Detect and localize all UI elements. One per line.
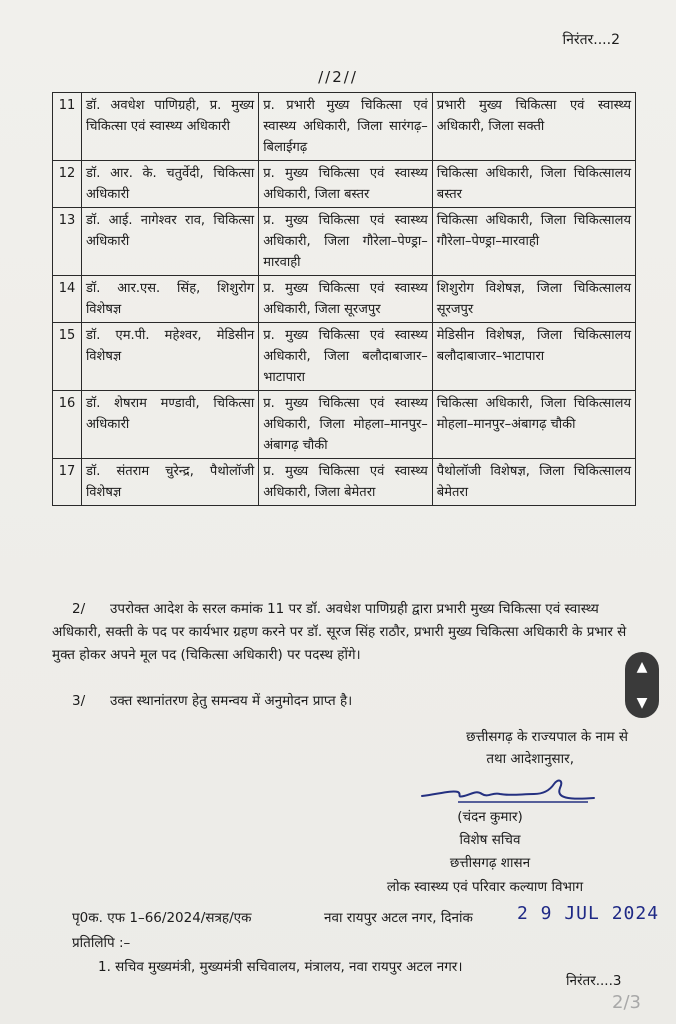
officer-government: छत्तीसगढ़ शासन — [449, 855, 531, 871]
new-post-cell: मेडिसीन विशेषज्ञ, जिला चिकित्सालय बलौदाबाजार–भाटापारा — [432, 323, 635, 391]
serial-number: 13 — [53, 208, 82, 276]
date-stamp: 2 9 JUL 2024 — [517, 903, 660, 924]
officer-name-cell: डॉ. संतराम चुरेन्द्र, पैथोलॉजी विशेषज्ञ — [81, 459, 258, 506]
new-post-cell: चिकित्सा अधिकारी, जिला चिकित्सालय गौरेला–पेण्ड्रा–मारवाही — [432, 208, 635, 276]
new-post-cell: शिशुरोग विशेषज्ञ, जिला चिकित्सालय सूरजपुर — [432, 276, 635, 323]
new-post-cell: प्रभारी मुख्य चिकित्सा एवं स्वास्थ्य अधिकारी, जिला सक्ती — [432, 93, 635, 161]
transfer-table — [52, 92, 636, 506]
paragraph-3 — [52, 690, 636, 713]
paragraph-number: 2/ — [72, 601, 86, 617]
new-post-cell: पैथोलॉजी विशेषज्ञ, जिला चिकित्सालय बेमेतरा — [432, 459, 635, 506]
current-post-cell: प्र. मुख्य चिकित्सा एवं स्वास्थ्य अधिकारी, जिला गौरेला–पेण्ड्रा–मारवाही — [259, 208, 433, 276]
reference-place-date-label: नवा रायपुर अटल नगर, दिनांक — [324, 910, 473, 926]
footer-continued-label: निरंतर....3 — [566, 973, 622, 989]
table-row — [53, 93, 636, 161]
copy-label: प्रतिलिपि :– — [72, 935, 131, 951]
officer-name-cell: डॉ. अवधेश पाणिग्रही, प्र. मुख्य चिकित्सा एवं स्वास्थ्य अधिकारी — [81, 93, 258, 161]
table-row — [53, 208, 636, 276]
table-row — [53, 391, 636, 459]
authority-line-2: तथा आदेशानुसार, — [486, 751, 574, 767]
chevron-up-icon[interactable]: ▲ — [636, 659, 648, 675]
officer-designation: विशेष सचिव — [459, 832, 521, 848]
new-post-cell: चिकित्सा अधिकारी, जिला चिकित्सालय बस्तर — [432, 161, 635, 208]
officer-name-cell: डॉ. आई. नागेश्वर राव, चिकित्सा अधिकारी — [81, 208, 258, 276]
handwritten-signature — [418, 772, 598, 808]
transfer-table-body — [53, 93, 636, 506]
current-post-cell: प्र. मुख्य चिकित्सा एवं स्वास्थ्य अधिकारी, जिला बेमेतरा — [259, 459, 433, 506]
serial-number: 14 — [53, 276, 82, 323]
officer-name-cell: डॉ. आर. के. चतुर्वेदी, चिकित्सा अधिकारी — [81, 161, 258, 208]
new-post-cell: चिकित्सा अधिकारी, जिला चिकित्सालय मोहला–मानपुर–अंबागढ़ चौकी — [432, 391, 635, 459]
header-continued-label: निरंतर....2 — [562, 32, 620, 48]
current-post-cell: प्र. मुख्य चिकित्सा एवं स्वास्थ्य अधिकारी, जिला बलौदाबाजार–भाटापारा — [259, 323, 433, 391]
chevron-down-icon[interactable]: ▼ — [636, 695, 648, 711]
officer-name-cell: डॉ. आर.एस. सिंह, शिशुरोग विशेषज्ञ — [81, 276, 258, 323]
officer-name-cell: डॉ. एम.पी. महेश्वर, मेडिसीन विशेषज्ञ — [81, 323, 258, 391]
paragraph-text: उक्त स्थानांतरण हेतु समन्वय में अनुमोदन प्राप्त है। — [110, 693, 353, 709]
serial-number: 12 — [53, 161, 82, 208]
table-row — [53, 323, 636, 391]
current-post-cell: प्र. मुख्य चिकित्सा एवं स्वास्थ्य अधिकारी, जिला मोहला–मानपुर– अंबागढ़ चौकी — [259, 391, 433, 459]
current-post-cell: प्र. प्रभारी मुख्य चिकित्सा एवं स्वास्थ्य अधिकारी, जिला सारंगढ़– बिलाईगढ़ — [259, 93, 433, 161]
officer-name-cell: डॉ. शेषराम मण्डावी, चिकित्सा अधिकारी — [81, 391, 258, 459]
current-post-cell: प्र. मुख्य चिकित्सा एवं स्वास्थ्य अधिकारी, जिला बस्तर — [259, 161, 433, 208]
officer-department: लोक स्वास्थ्य एवं परिवार कल्याण विभाग — [386, 879, 584, 895]
table-row — [53, 276, 636, 323]
page-marker: //2// — [318, 68, 358, 86]
serial-number: 16 — [53, 391, 82, 459]
officer-name: (चंदन कुमार) — [457, 809, 523, 825]
authority-line-1: छत्तीसगढ़ के राज्यपाल के नाम से — [466, 729, 628, 745]
copy-item-1: 1. सचिव मुख्यमंत्री, मुख्यमंत्री सचिवालय, मंत्रालय, नवा रायपुर अटल नगर। — [98, 959, 463, 975]
table-row — [53, 161, 636, 208]
table-row — [53, 459, 636, 506]
paragraph-2 — [52, 598, 636, 667]
serial-number: 17 — [53, 459, 82, 506]
current-post-cell: प्र. मुख्य चिकित्सा एवं स्वास्थ्य अधिकारी, जिला सूरजपुर — [259, 276, 433, 323]
paragraph-number: 3/ — [72, 693, 86, 709]
serial-number: 11 — [53, 93, 82, 161]
serial-number: 15 — [53, 323, 82, 391]
paragraph-text: उपरोक्त आदेश के सरल कमांक 11 पर डॉ. अवधेश पाणिग्रही द्वारा प्रभारी मुख्य चिकित्सा एवं स्वास्थ्य अधिकारी, सक्ती के पद पर कार्यभार ग्रहण करने पर डॉ. सूरज सिंह राठौर, प्रभारी मुख्य चिकित्सा अधिकारी के प्रभार से मुक्त होकर अपने मूल पद (चिकित्सा अधिकारी) पर पदस्थ होंगे। — [52, 601, 627, 663]
authority-statement — [368, 726, 628, 770]
reference-number: पृ0क. एफ 1–66/2024/सत्रह/एक — [72, 910, 252, 926]
scroll-control[interactable] — [625, 652, 659, 718]
page-indicator: 2/3 — [612, 992, 641, 1013]
